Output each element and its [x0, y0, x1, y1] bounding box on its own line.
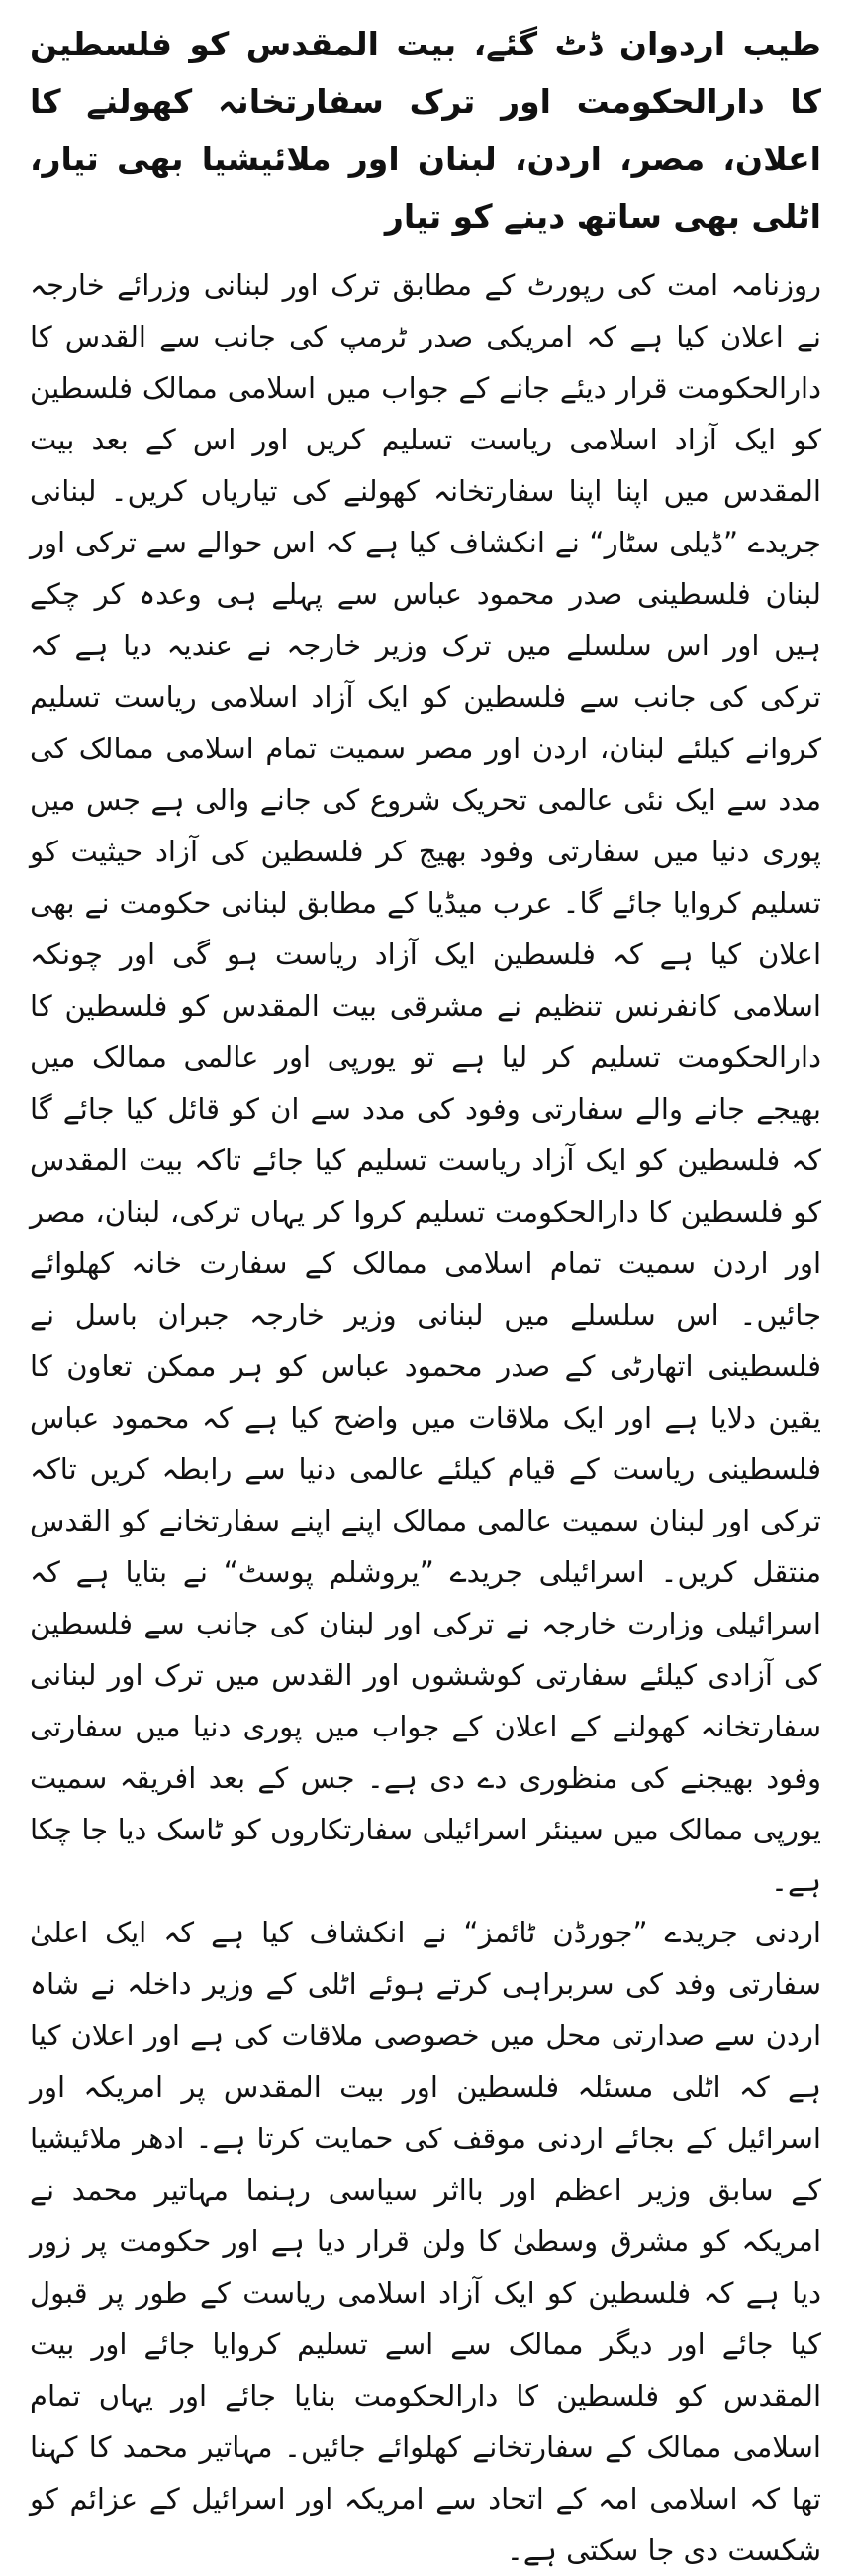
article-headline: طیب اردوان ڈٹ گئے، بیت المقدس کو فلسطین کا دارالحکومت اور ترک سفارتخانہ کھولنے کا اعلان، مصر، اردن، لبنان اور ملائیشیا بھی تیار، اٹلی بھی ساتھ دینے کو تیار [30, 25, 821, 236]
article-paragraph-2: اردنی جریدے ”جورڈن ٹائمز“ نے انکشاف کیا ہے کہ ایک اعلیٰ سفارتی وفد کی سربراہی کرتے ہوئے اٹلی کے وزیر داخلہ نے شاہ اردن سے صدارتی محل میں خصوصی ملاقات کی ہے اور اعلان کیا ہے کہ اٹلی مسئلہ فلسطین اور بیت المقدس پر امریکہ اور اسرائیل کے بجائے اردنی موقف کی حمایت کرتا ہے۔ ادھر ملائیشیا کے سابق وزیر اعظم اور بااثر سیاسی رہنما مہاتیر محمد نے امریکہ کو مشرق وسطیٰ کا ولن قرار دیا ہے اور حکومت پر زور دیا ہے کہ فلسطین کو ایک آزاد اسلامی ریاست کے طور پر قبول کیا جائے اور دیگر ممالک سے اسے تسلیم کروایا جائے اور بیت المقدس کو فلسطین کا دارالحکومت بنایا جائے اور یہاں تمام اسلامی ممالک کے سفارتخانے کھلوائے جائیں۔ مہاتیر محمد کا کہنا تھا کہ اسلامی امہ کے اتحاد سے امریکہ اور اسرائیل کے عزائم کو شکست دی جا سکتی ہے۔ [30, 1916, 821, 2567]
article-body [30, 259, 821, 2576]
article-paragraph-1: روزنامہ امت کی رپورٹ کے مطابق ترک اور لبنانی وزرائے خارجہ نے اعلان کیا ہے کہ امریکی صدر ٹرمپ کی جانب سے القدس کا دارالحکومت قرار دیئے جانے کے جواب میں اسلامی ممالک فلسطین کو ایک آزاد اسلامی ریاست تسلیم کریں اور اس کے بعد بیت المقدس میں اپنا اپنا سفارتخانہ کھولنے کی تیاریاں کریں۔ لبنانی جریدے ”ڈیلی سٹار“ نے انکشاف کیا ہے کہ اس حوالے سے ترکی اور لبنان فلسطینی صدر محمود عباس سے پہلے ہی وعدہ کر چکے ہیں اور اس سلسلے میں ترک وزیر خارجہ نے عندیہ دیا ہے کہ ترکی کی جانب سے فلسطین کو ایک آزاد اسلامی ریاست تسلیم کروانے کیلئے لبنان، اردن اور مصر سمیت تمام اسلامی ممالک کی مدد سے ایک نئی عالمی تحریک شروع کی جانے والی ہے جس میں پوری دنیا میں سفارتی وفود بھیج کر فلسطین کی آزاد حیثیت کو تسلیم کروایا جائے گا۔ عرب میڈیا کے مطابق لبنانی حکومت نے بھی اعلان کیا ہے کہ فلسطین ایک آزاد ریاست ہو گی اور چونکہ اسلامی کانفرنس تنظیم نے مشرقی بیت المقدس کو فلسطین کا دارالحکومت تسلیم کر لیا ہے تو یورپی اور عالمی ممالک میں بھیجے جانے والے سفارتی وفود کی مدد سے ان کو قائل کیا جائے گا کہ فلسطین کو ایک آزاد ریاست تسلیم کیا جائے تاکہ بیت المقدس کو فلسطین کا دارالحکومت تسلیم کروا کر یہاں ترکی، لبنان، مصر اور اردن سمیت تمام اسلامی ممالک کے سفارت خانہ کھلوائے جائیں۔ اس سلسلے میں لبنانی وزیر خارجہ جبران باسل نے فلسطینی اتھارٹی کے صدر محمود عباس کو ہر ممکن تعاون کا یقین دلایا ہے اور ایک ملاقات میں واضح کیا ہے کہ محمود عباس فلسطینی ریاست کے قیام کیلئے عالمی دنیا سے رابطہ کریں تاکہ ترکی اور لبنان سمیت عالمی ممالک اپنے اپنے سفارتخانے کو القدس منتقل کریں۔ اسرائیلی جریدے ”یروشلم پوسٹ“ نے بتایا ہے کہ اسرائیلی وزارت خارجہ نے ترکی اور لبنان کی جانب سے فلسطین کی آزادی کیلئے سفارتی کوششوں اور القدس میں ترک اور لبنانی سفارتخانہ کھولنے کے اعلان کے جواب میں پوری دنیا میں سفارتی وفود بھیجنے کی منظوری دے دی ہے۔ جس کے بعد افریقہ سمیت یورپی ممالک میں سینئر اسرائیلی سفارتکاروں کو ٹاسک دیا جا چکا ہے۔ [30, 268, 821, 1898]
